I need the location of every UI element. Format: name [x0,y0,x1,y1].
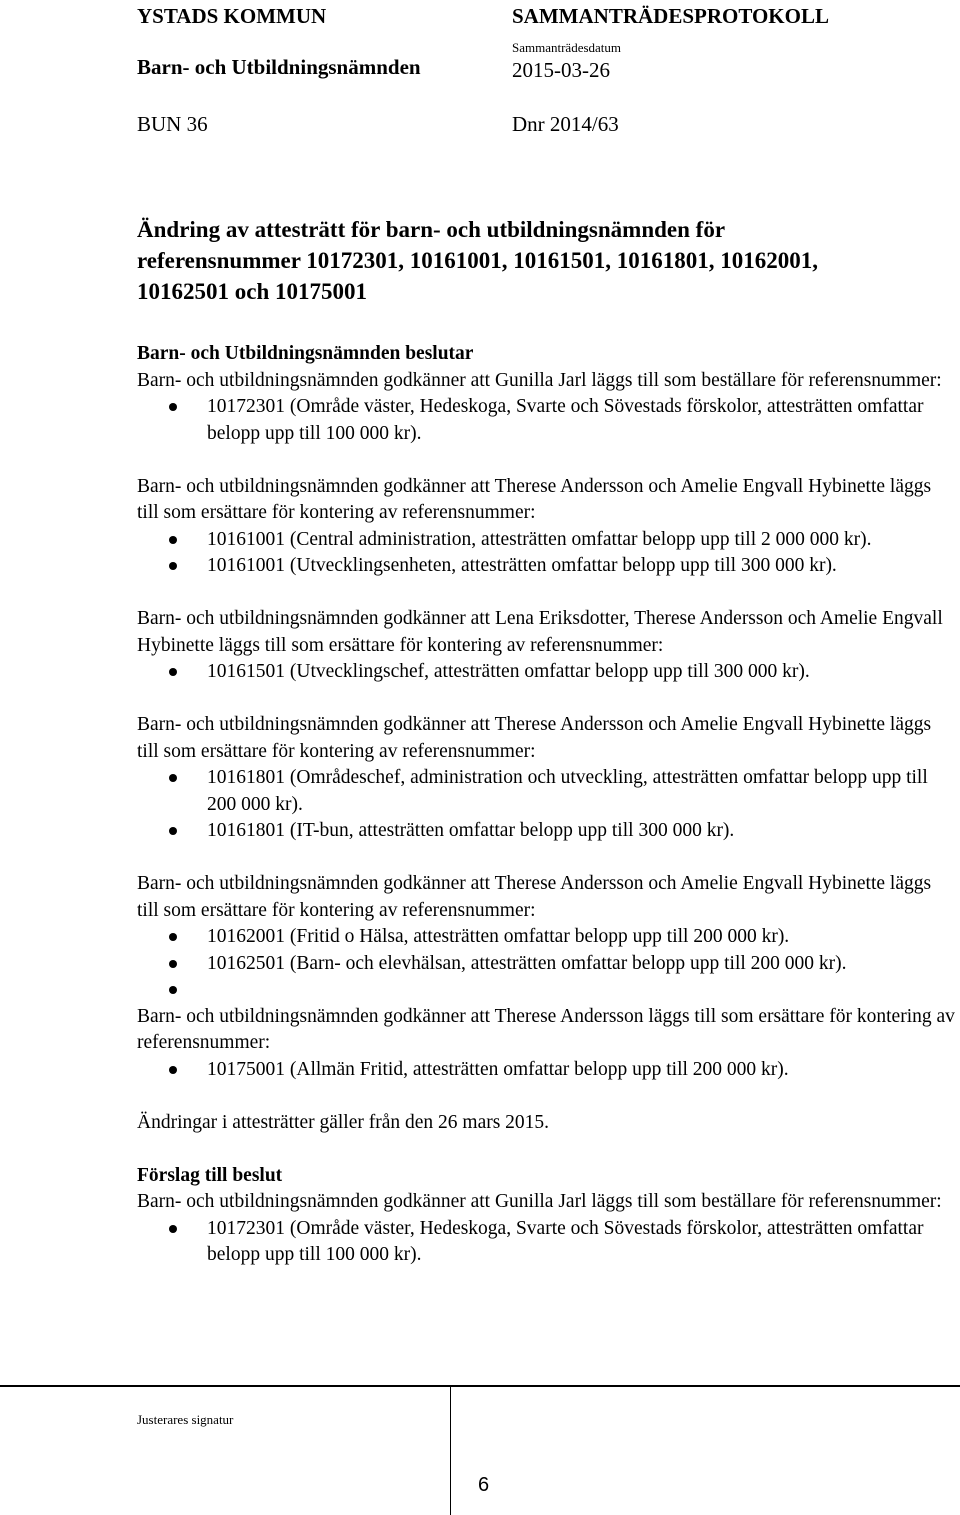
list-item: 10175001 (Allmän Fritid, attesträtten omfattar belopp upp till 200 000 kr). [137,1057,957,1084]
title-line: referensnummer 10172301, 10161001, 10161501, 10161801, 10162001, [137,248,819,273]
list-item: 10161801 (IT-bun, attesträtten omfattar belopp upp till 300 000 kr). [137,818,957,845]
effective-date-note: Ändringar i attesträtter gäller från den 26 mars 2015. [137,1111,550,1133]
signature-label: Justerares signatur [137,1412,234,1427]
diary-number: Dnr 2014/63 [512,112,619,136]
meeting-date: 2015-03-26 [512,58,610,82]
list-item: 10162001 (Fritid o Hälsa, attesträtten omfattar belopp upp till 200 000 kr). [137,924,957,951]
reference-list [137,1057,957,1084]
list-item: 10161001 (Central administration, attesträtten omfattar belopp upp till 2 000 000 kr). [137,527,957,554]
title-line: Ändring av attesträtt för barn- och utbildningsnämnden för [137,217,726,242]
committee-name: Barn- och Utbildningsnämnden [137,55,421,79]
decision-text: Barn- och utbildningsnämnden godkänner att Gunilla Jarl läggs till som beställare för referensnummer: [137,369,942,391]
footer-rule [0,1385,960,1387]
decision-block [137,606,957,686]
decision-block [137,474,957,580]
decision-block [137,712,957,845]
decision-text: Barn- och utbildningsnämnden godkänner att Therese Andersson och Amelie Engvall Hybinette läggs till som ersättare för kontering av referensnummer: [137,475,932,523]
list-item: 10172301 (Område väster, Hedeskoga, Svarte och Sövestads förskolor, attesträtten omfattar belopp upp till 100 000 kr). [137,394,957,447]
signature-box-divider [450,1385,451,1515]
empty-list-item [137,977,957,1004]
reference-list [137,1216,957,1269]
page-number: 6 [478,1474,490,1496]
decision-text: Barn- och utbildningsnämnden godkänner att Lena Eriksdotter, Therese Andersson och Amelie Engvall Hybinette läggs till som ersättare för kontering av referensnummer: [137,608,943,656]
list-item: 10161001 (Utvecklingsenheten, attesträtten omfattar belopp upp till 300 000 kr). [137,553,957,580]
list-item: 10161801 (Områdeschef, administration och utveckling, attesträtten omfattar belopp upp till 200 000 kr). [137,765,957,818]
document-type: SAMMANTRÄDESPROTOKOLL [512,4,829,28]
case-number: BUN 36 [137,112,208,136]
reference-list [137,394,957,447]
municipality-name: YSTADS KOMMUN [137,4,327,28]
decision-heading: Barn- och Utbildningsnämnden beslutar [137,343,474,364]
title-line: 10162501 och 10175001 [137,279,367,304]
proposal-text: Barn- och utbildningsnämnden godkänner att Gunilla Jarl läggs till som beställare för referensnummer: [137,1191,942,1212]
decision-text: Barn- och utbildningsnämnden godkänner att Therese Andersson och Amelie Engvall Hybinette läggs till som ersättare för kontering av referensnummer: [137,873,932,921]
decision-block [137,1004,957,1084]
decision-block [137,368,957,448]
decision-block [137,871,957,1004]
list-item: 10162501 (Barn- och elevhälsan, attesträtten omfattar belopp upp till 200 000 kr). [137,951,957,978]
reference-list [137,924,957,1004]
document-title [137,214,937,307]
reference-list [137,765,957,845]
proposal-block [137,1189,957,1269]
reference-list [137,527,957,580]
date-label: Sammanträdesdatum [512,40,622,55]
list-item: 10172301 (Område väster, Hedeskoga, Svarte och Sövestads förskolor, attesträtten omfattar belopp upp till 100 000 kr). [137,1216,957,1269]
proposal-heading: Förslag till beslut [137,1164,283,1186]
decision-body [137,341,957,1269]
list-item: 10161501 (Utvecklingschef, attesträtten omfattar belopp upp till 300 000 kr). [137,659,957,686]
reference-list [137,659,957,686]
decision-text: Barn- och utbildningsnämnden godkänner att Therese Andersson och Amelie Engvall Hybinette läggs till som ersättare för kontering av referensnummer: [137,714,932,762]
decision-text: Barn- och utbildningsnämnden godkänner att Therese Andersson läggs till som ersättare för kontering av referensnummer: [137,1005,955,1053]
